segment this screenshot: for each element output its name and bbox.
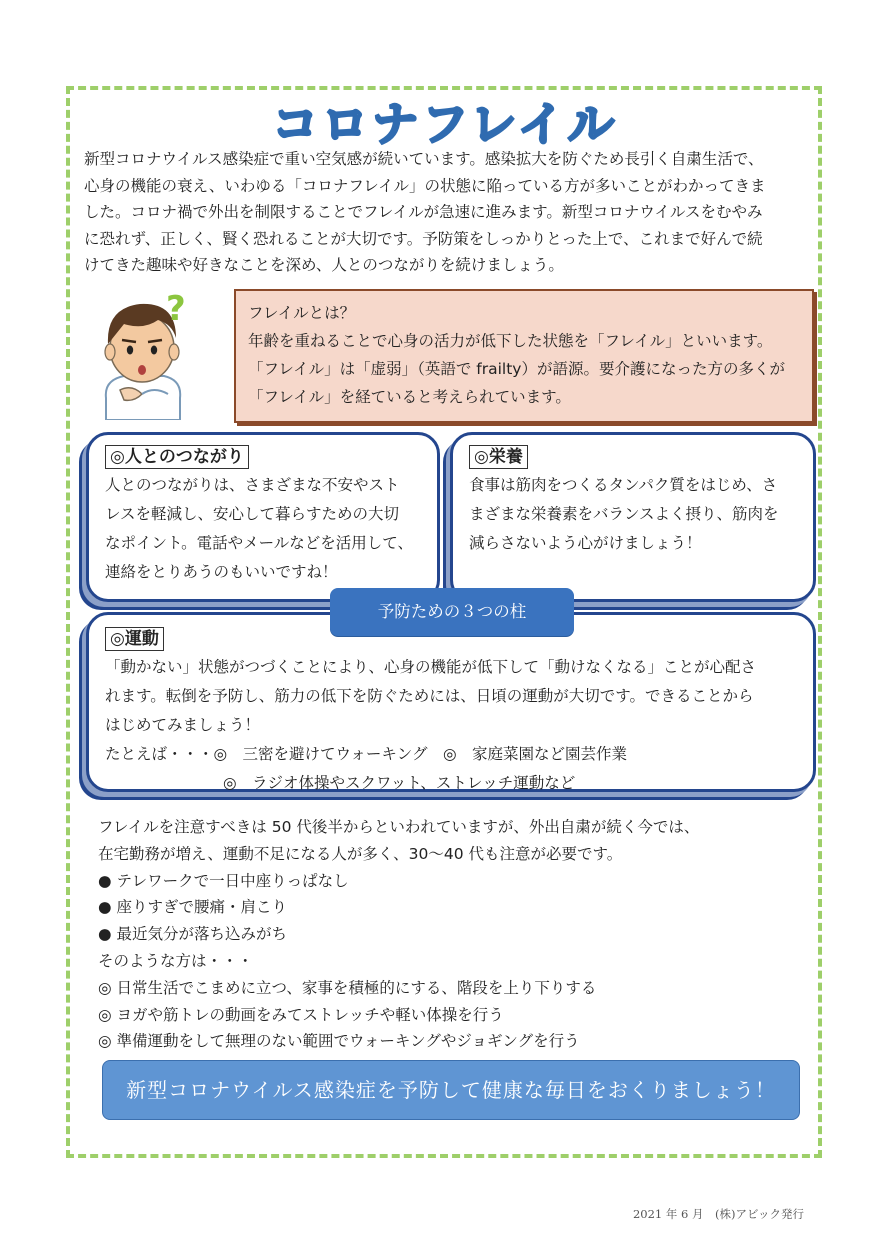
- card-line: なポイント。電話やメールなどを活用して、: [105, 534, 413, 552]
- card-body: [469, 471, 797, 558]
- card-nutrition: [450, 432, 816, 602]
- svg-text:?: ?: [166, 290, 186, 329]
- intro-line: けてきた趣味や好きなことを深め、人とのつながりを続けましょう。: [84, 256, 564, 274]
- card-line: 食事は筋肉をつくるタンパク質をはじめ、さ: [469, 476, 778, 494]
- example-line: ◎ ラジオ体操やスクワット、ストレッチ運動など: [223, 774, 576, 792]
- closing-banner: 新型コロナウイルス感染症を予防して健康な毎日をおくりましょう！: [102, 1060, 800, 1120]
- list-item: ● 座りすぎで腰痛・肩こり: [98, 898, 287, 917]
- card-body: [105, 471, 421, 587]
- frailty-definition-box: [234, 289, 814, 423]
- card-title: ◎運動: [105, 627, 164, 651]
- advice-line: そのような方は・・・: [98, 951, 254, 970]
- list-item: ◎ 準備運動をして無理のない範囲でウォーキングやジョギングを行う: [98, 1032, 580, 1051]
- intro-line: した。コロナ禍で外出を制限することでフレイルが急速に進みます。新型コロナウイルスをむやみ: [84, 203, 763, 221]
- card-exercise: [86, 612, 816, 792]
- card-line: 連絡をとりあうのもいいですね！: [105, 563, 338, 581]
- card-title: ◎栄養: [469, 445, 528, 469]
- definition-line: フレイルとは？: [248, 304, 356, 322]
- card-connection: [86, 432, 440, 602]
- card-line: 人とのつながりは、さまざまな不安やスト: [105, 476, 400, 494]
- card-line: レスを軽減し、安心して暮らすための大切: [105, 505, 400, 523]
- footer-publisher: 2021 年 6 月 (株)アビック発行: [632, 1207, 804, 1221]
- card-line: 減らさないよう心がけましょう！: [469, 534, 702, 552]
- list-item: ● 最近気分が落ち込みがち: [98, 925, 287, 944]
- list-item: ◎ ヨガや筋トレの動画をみてストレッチや軽い体操を行う: [98, 1005, 504, 1024]
- card-line: はじめてみましょう！: [105, 716, 261, 734]
- card-line: れます。転倒を予防し、筋力の低下を防ぐためには、日頃の運動が大切です。できることから: [105, 687, 754, 705]
- definition-line: 「フレイル」は「虚弱」（英語で frailty）が語源。要介護になった方の多くが: [248, 360, 785, 378]
- pillars-label: 予防ための３つの柱: [330, 588, 574, 636]
- example-line: たとえば・・・◎ 三密を避けてウォーキング ◎ 家庭菜園など園芸作業: [105, 745, 627, 763]
- page-title: コロナフレイル: [272, 97, 618, 151]
- card-title: ◎人とのつながり: [105, 445, 249, 469]
- intro-paragraph: [84, 146, 806, 279]
- definition-line: 「フレイル」を経ていると考えられています。: [248, 388, 571, 406]
- list-item: ● テレワークで一日中座りっぱなし: [98, 871, 349, 890]
- advice-section: [98, 814, 808, 1055]
- intro-line: 心身の機能の衰え、いわゆる「コロナフレイル」の状態に陥っている方が多いことがわかってきま: [84, 176, 766, 195]
- intro-line: 新型コロナウイルス感染症で重い空気感が続いています。感染拡大を防ぐため長引く自粛生活で、: [84, 150, 764, 168]
- card-line: まざまな栄養素をバランスよく摂り、筋肉を: [469, 505, 779, 523]
- card-line: 「動かない」状態がつづくことにより、心身の機能が低下して「動けなくなる」ことが心配さ: [105, 658, 757, 676]
- card-body: [105, 653, 797, 798]
- list-item: ◎ 日常生活でこまめに立つ、家事を積極的にする、階段を上り下りする: [98, 978, 597, 997]
- thinking-person-illustration: [84, 290, 204, 420]
- intro-line: に恐れず、正しく、賢く恐れることが大切です。予防策をしっかりとった上で、これまで好んで続: [84, 229, 763, 248]
- definition-line: 年齢を重ねることで心身の活力が低下した状態を「フレイル」といいます。: [248, 332, 773, 350]
- advice-line: 在宅勤務が増え、運動不足になる人が多く、30～40 代も注意が必要です。: [98, 844, 623, 863]
- advice-line: フレイルを注意すべきは 50 代後半からといわれていますが、外出自粛が続く今では、: [98, 818, 700, 836]
